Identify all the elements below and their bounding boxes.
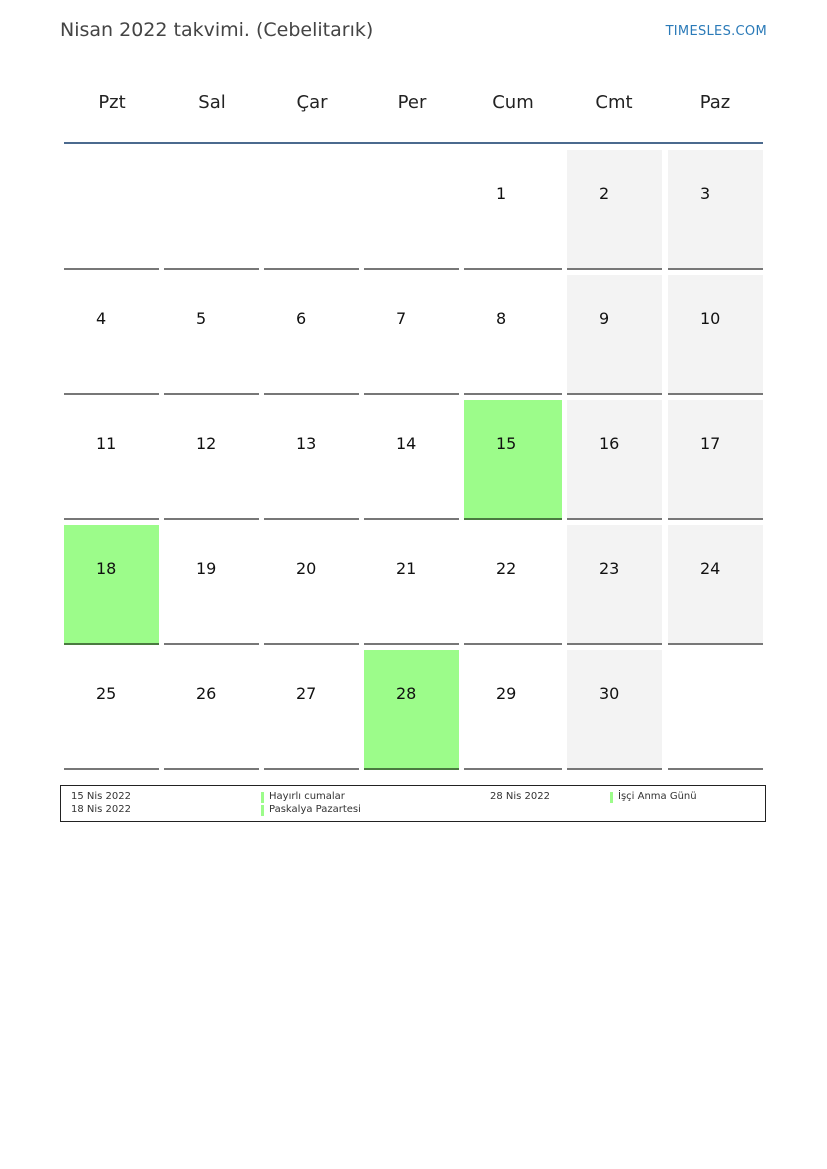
day-number: 11 <box>96 434 117 453</box>
day-cell[interactable] <box>464 525 562 645</box>
day-cell[interactable] <box>264 400 359 520</box>
legend-color-swatch <box>261 805 264 816</box>
day-number: 15 <box>496 434 517 453</box>
day-cell[interactable] <box>668 150 763 270</box>
day-cell[interactable] <box>567 525 662 645</box>
weekday-mon: Pzt <box>98 92 126 113</box>
day-number: 2 <box>599 184 610 203</box>
day-number: 16 <box>599 434 620 453</box>
weekday-wed: Çar <box>296 92 328 113</box>
day-cell[interactable] <box>64 400 159 520</box>
legend-date: 18 Nis 2022 <box>71 804 131 815</box>
day-number: 14 <box>396 434 417 453</box>
day-number: 30 <box>599 684 620 703</box>
weekday-header <box>62 60 765 142</box>
day-cell[interactable] <box>668 525 763 645</box>
day-number: 6 <box>296 309 307 328</box>
day-number: 22 <box>496 559 517 578</box>
day-cell[interactable] <box>364 650 459 770</box>
day-cell[interactable] <box>264 650 359 770</box>
day-number: 4 <box>96 309 107 328</box>
weekday-sat: Cmt <box>595 92 633 113</box>
day-cell[interactable] <box>464 650 562 770</box>
empty-day-cell <box>668 650 763 770</box>
day-number: 19 <box>196 559 217 578</box>
page-title: Nisan 2022 takvimi. (Cebelitarık) <box>60 19 374 41</box>
weekday-thu: Per <box>397 92 427 113</box>
day-cell[interactable] <box>364 400 459 520</box>
day-number: 12 <box>196 434 217 453</box>
day-cell[interactable] <box>464 150 562 270</box>
day-cell[interactable] <box>164 400 259 520</box>
legend-date: 15 Nis 2022 <box>71 791 131 802</box>
brand-link[interactable]: TIMESLES.COM <box>665 24 767 39</box>
day-cell[interactable] <box>567 150 662 270</box>
day-cell[interactable] <box>164 525 259 645</box>
empty-day-cell <box>264 150 359 270</box>
day-number: 21 <box>396 559 417 578</box>
day-number: 28 <box>396 684 417 703</box>
weekday-sun: Paz <box>699 92 731 113</box>
day-number: 24 <box>700 559 721 578</box>
day-number: 20 <box>296 559 317 578</box>
legend-color-swatch <box>261 792 264 803</box>
day-number: 7 <box>396 309 407 328</box>
legend-color-swatch <box>610 792 613 803</box>
day-cell[interactable] <box>464 400 562 520</box>
legend-holiday-name: Hayırlı cumalar <box>269 791 345 802</box>
day-cell[interactable] <box>64 275 159 395</box>
day-number: 10 <box>700 309 721 328</box>
day-number: 3 <box>700 184 711 203</box>
day-cell[interactable] <box>567 400 662 520</box>
day-number: 23 <box>599 559 620 578</box>
day-cell[interactable] <box>164 650 259 770</box>
day-cell[interactable] <box>464 275 562 395</box>
day-number: 1 <box>496 184 507 203</box>
day-number: 13 <box>296 434 317 453</box>
day-cell[interactable] <box>364 275 459 395</box>
day-cell[interactable] <box>364 525 459 645</box>
weekday-fri: Cum <box>492 92 534 113</box>
day-cell[interactable] <box>264 275 359 395</box>
weekday-tue: Sal <box>198 92 226 113</box>
day-number: 5 <box>196 309 207 328</box>
legend-date: 28 Nis 2022 <box>490 791 550 802</box>
day-number: 18 <box>96 559 117 578</box>
day-number: 26 <box>196 684 217 703</box>
day-cell[interactable] <box>64 525 159 645</box>
day-number: 17 <box>700 434 721 453</box>
day-number: 27 <box>296 684 317 703</box>
day-number: 29 <box>496 684 517 703</box>
day-cell[interactable] <box>64 650 159 770</box>
day-number: 9 <box>599 309 610 328</box>
day-cell[interactable] <box>567 275 662 395</box>
empty-day-cell <box>164 150 259 270</box>
day-number: 25 <box>96 684 117 703</box>
day-number: 8 <box>496 309 507 328</box>
legend-holiday-name: Paskalya Pazartesi <box>269 804 361 815</box>
day-cell[interactable] <box>164 275 259 395</box>
holiday-legend <box>60 785 766 822</box>
legend-holiday-name: İşçi Anma Günü <box>618 791 697 802</box>
empty-day-cell <box>64 150 159 270</box>
empty-day-cell <box>364 150 459 270</box>
day-cell[interactable] <box>264 525 359 645</box>
day-cell[interactable] <box>668 275 763 395</box>
day-cell[interactable] <box>668 400 763 520</box>
day-cell[interactable] <box>567 650 662 770</box>
header-divider <box>64 142 763 144</box>
